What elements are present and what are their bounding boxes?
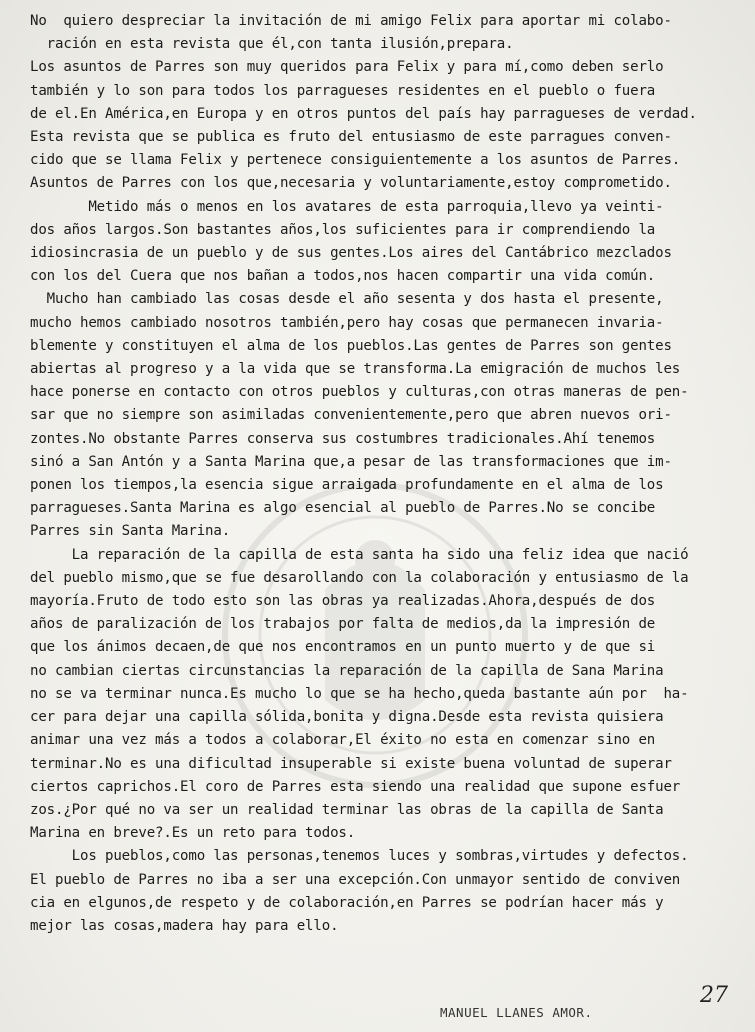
text-line: zontes.No obstante Parres conserva sus costumbres tradicionales.Ahí tenemos bbox=[30, 430, 656, 447]
article-body bbox=[30, 10, 752, 938]
text-line: del pueblo mismo,que se fue desarollando con la colaboración y entusiasmo de la bbox=[30, 569, 689, 586]
text-line: años de paralización de los trabajos por falta de medios,da la impresión de bbox=[30, 616, 656, 633]
text-line: terminar.No es una dificultad insuperable si existe buena voluntad de superar bbox=[30, 755, 672, 772]
text-line: ponen los tiempos,la esencia sigue arraigada profundamente en el alma de los bbox=[30, 477, 664, 494]
text-line: zos.¿Por qué no va ser un realidad terminar las obras de la capilla de Santa bbox=[30, 801, 664, 818]
text-line: El pueblo de Parres no iba a ser una excepción.Con unmayor sentido de conviven bbox=[30, 871, 681, 888]
text-line: cer para dejar una capilla sólida,bonita y digna.Desde esta revista quisiera bbox=[30, 709, 664, 726]
text-line: ración en esta revista que él,con tanta ilusión,prepara. bbox=[30, 36, 514, 53]
text-line: parragueses.Santa Marina es algo esencial al pueblo de Parres.No se concibe bbox=[30, 500, 656, 517]
text-line: no cambian ciertas circunstancias la reparación de la capilla de Sana Marina bbox=[30, 662, 664, 679]
text-line: hace ponerse en contacto con otros pueblos y culturas,con otras maneras de pen- bbox=[30, 384, 689, 401]
text-line: abiertas al progreso y a la vida que se transforma.La emigración de muchos les bbox=[30, 361, 681, 378]
text-line: mayoría.Fruto de todo esto son las obras ya realizadas.Ahora,después de dos bbox=[30, 593, 656, 610]
text-line: Asuntos de Parres con los que,necesaria y voluntariamente,estoy comprometido. bbox=[30, 175, 672, 192]
text-line: cido que se llama Felix y pertenece consiguientemente a los asuntos de Parres. bbox=[30, 152, 681, 169]
text-line: no se va terminar nunca.Es mucho lo que se ha hecho,queda bastante aún por ha- bbox=[30, 685, 689, 702]
text-line: ciertos caprichos.El coro de Parres esta siendo una realidad que supone esfuer bbox=[30, 778, 681, 795]
text-line: Metido más o menos en los avatares de esta parroquia,llevo ya veinti- bbox=[30, 198, 664, 215]
text-line: No quiero despreciar la invitación de mi amigo Felix para aportar mi colabo- bbox=[30, 13, 672, 29]
text-line: con los del Cuera que nos bañan a todos,nos hacen compartir una vida común. bbox=[30, 268, 656, 285]
text-line: mejor las cosas,madera hay para ello. bbox=[30, 917, 339, 934]
text-line: La reparación de la capilla de esta santa ha sido una feliz idea que nació bbox=[30, 546, 689, 563]
text-line: sinó a San Antón y a Santa Marina que,a pesar de las transformaciones que im- bbox=[30, 453, 672, 470]
text-line: sar que no siempre son asimiladas convenientemente,pero que abren nuevos ori- bbox=[30, 407, 672, 424]
text-line: también y lo son para todos los parragueses residentes en el pueblo o fuera bbox=[30, 82, 656, 99]
text-line: cia en elgunos,de respeto y de colaboración,en Parres se podrían hacer más y bbox=[30, 894, 664, 911]
text-line: dos años largos.Son bastantes años,los suficientes para ir comprendiendo la bbox=[30, 221, 656, 238]
page-number: 27 bbox=[700, 983, 728, 1008]
text-line: Los asuntos de Parres son muy queridos para Felix y para mí,como deben serlo bbox=[30, 59, 664, 76]
author-signature: MANUEL LLANES AMOR. bbox=[440, 1005, 593, 1020]
text-line: que los ánimos decaen,de que nos encontramos en un punto muerto y de que si bbox=[30, 639, 656, 656]
text-line: idiosincrasia de un pueblo y de sus gentes.Los aires del Cantábrico mezclados bbox=[30, 245, 672, 262]
text-line: Esta revista que se publica es fruto del entusiasmo de este parragues conven- bbox=[30, 129, 672, 146]
text-line: de el.En América,en Europa y en otros puntos del país hay parragueses de verdad. bbox=[30, 105, 697, 122]
text-line: Mucho han cambiado las cosas desde el año sesenta y dos hasta el presente, bbox=[30, 291, 664, 308]
text-line: blemente y constituyen el alma de los pueblos.Las gentes de Parres son gentes bbox=[30, 337, 672, 354]
text-line: Los pueblos,como las personas,tenemos luces y sombras,virtudes y defectos. bbox=[30, 848, 689, 865]
text-line: mucho hemos cambiado nosotros también,pero hay cosas que permanecen invaria- bbox=[30, 314, 664, 331]
text-line: animar una vez más a todos a colaborar,El éxito no esta en comenzar sino en bbox=[30, 732, 656, 749]
text-line: Marina en breve?.Es un reto para todos. bbox=[30, 825, 356, 842]
text-line: Parres sin Santa Marina. bbox=[30, 523, 231, 540]
